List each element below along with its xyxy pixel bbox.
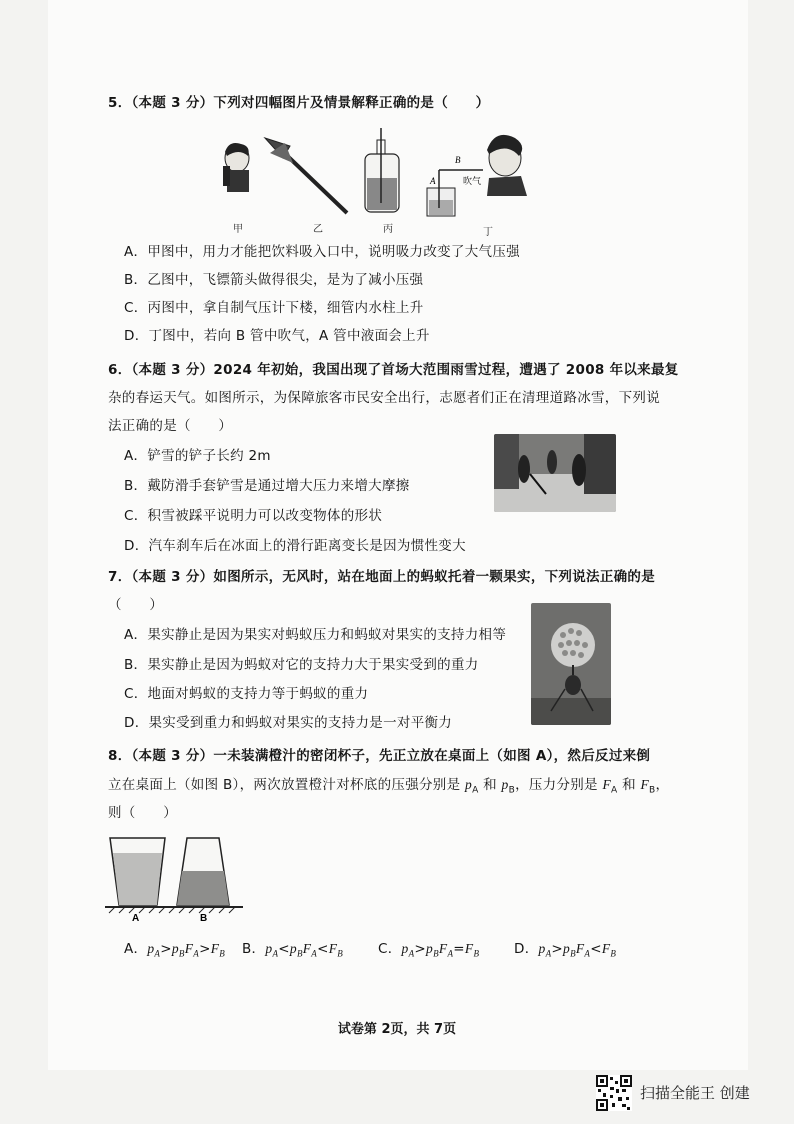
q7-option-a[interactable]: A．果实静止是因为果实对蚂蚁压力和蚂蚁对果实的支持力相等 bbox=[124, 627, 507, 643]
fig-label-ding: 丁 bbox=[483, 227, 493, 238]
q5-option-d[interactable]: D．丁图中，若向 B 管中吹气，A 管中液面会上升 bbox=[124, 328, 430, 344]
fig-label-yi: 乙 bbox=[313, 224, 323, 235]
q6-option-b[interactable]: B．戴防滑手套铲雪是通过增大压力来增大摩擦 bbox=[124, 478, 410, 494]
q6-head-line2: 杂的春运天气。如图所示，为保障旅客市民安全出行，志愿者们正在清理道路冰雪，下列说 bbox=[108, 390, 660, 406]
q5-head: 5．（本题 3 分）下列对四幅图片及情景解释正确的是（ ） bbox=[108, 95, 490, 111]
q6-option-d[interactable]: D．汽车刹车后在冰面上的滑行距离变长是因为惯性变大 bbox=[124, 538, 466, 554]
q7-head-line1: 7．（本题 3 分）如图所示，无风时，站在地面上的蚂蚁托着一颗果实，下列说法正确的是 bbox=[108, 569, 656, 585]
q8-head-line1: 8．（本题 3 分）一未装满橙汁的密闭杯子，先正立放在桌面上（如图 A），然后反过来倒 bbox=[108, 748, 651, 764]
figure-ding-blowing bbox=[427, 135, 527, 216]
figure-yi-dart bbox=[265, 138, 347, 213]
figure-jia-boy-drinking bbox=[223, 143, 249, 192]
figure-bing-barometer bbox=[365, 128, 399, 212]
fig-label-jia: 甲 bbox=[233, 224, 243, 235]
q8-option-b[interactable]: B．$p_A<p_BF_A<F_B$ bbox=[242, 941, 344, 959]
q8-option-c[interactable]: C．$p_A>p_BF_A=F_B$ bbox=[378, 941, 480, 959]
q5-figures bbox=[215, 118, 535, 233]
fig-label-bing: 丙 bbox=[383, 224, 393, 235]
page-footer: 试卷第 2页，共 7页 bbox=[337, 1022, 457, 1037]
q8-head-line2: 立在桌面上（如图 B），两次放置橙汁对杯底的压强分别是 $p_A$ 和 $p_B$，压力分别是 $F_A$ 和 $F_B$， bbox=[108, 777, 670, 796]
q5-option-b[interactable]: B．乙图中，飞镖箭头做得很尖，是为了减小压强 bbox=[124, 272, 424, 288]
q6-option-c[interactable]: C．积雪被踩平说明力可以改变物体的形状 bbox=[124, 508, 383, 524]
label-a-tube: A bbox=[430, 176, 436, 186]
q6-head-line1: 6．（本题 3 分）2024 年初始，我国出现了首场大范围雨雪过程，遭遇了 2008 年以来最复 bbox=[108, 362, 679, 378]
q7-option-b[interactable]: B．果实静止是因为蚂蚁对它的支持力大于果实受到的重力 bbox=[124, 657, 479, 673]
label-blow: 吹气 bbox=[463, 177, 482, 187]
cup-label-b: B bbox=[200, 913, 208, 923]
q6-snow-clearing-photo bbox=[494, 434, 616, 512]
label-b-tube: B bbox=[455, 155, 461, 165]
q7-option-d[interactable]: D．果实受到重力和蚂蚁对果实的支持力是一对平衡力 bbox=[124, 715, 453, 731]
q5-option-c[interactable]: C．丙图中，拿自制气压计下楼，细管内水柱上升 bbox=[124, 300, 424, 316]
q5-option-a[interactable]: A．甲图中，用力才能把饮料吸入口中，说明吸力改变了大气压强 bbox=[124, 244, 520, 260]
q8-option-d[interactable]: D．$p_A>p_BF_A<F_B$ bbox=[514, 941, 617, 959]
cup-label-a: A bbox=[132, 913, 140, 923]
q6-option-a[interactable]: A．铲雪的铲子长约 2m bbox=[124, 448, 271, 464]
q7-ant-fruit-photo bbox=[531, 603, 611, 725]
scanner-brand-text: 扫描全能王 创建 bbox=[640, 1084, 750, 1102]
q8-option-a[interactable]: A．$p_A>p_BF_A>F_B$ bbox=[124, 941, 226, 959]
q6-head-line3: 法正确的是（ ） bbox=[108, 418, 233, 434]
q8-cups-figure bbox=[105, 833, 245, 923]
qr-code-icon bbox=[596, 1075, 632, 1111]
q7-option-c[interactable]: C．地面对蚂蚁的支持力等于蚂蚁的重力 bbox=[124, 686, 369, 702]
q7-head-line2: （ ） bbox=[108, 597, 164, 613]
q8-head-line3: 则（ ） bbox=[108, 805, 177, 821]
